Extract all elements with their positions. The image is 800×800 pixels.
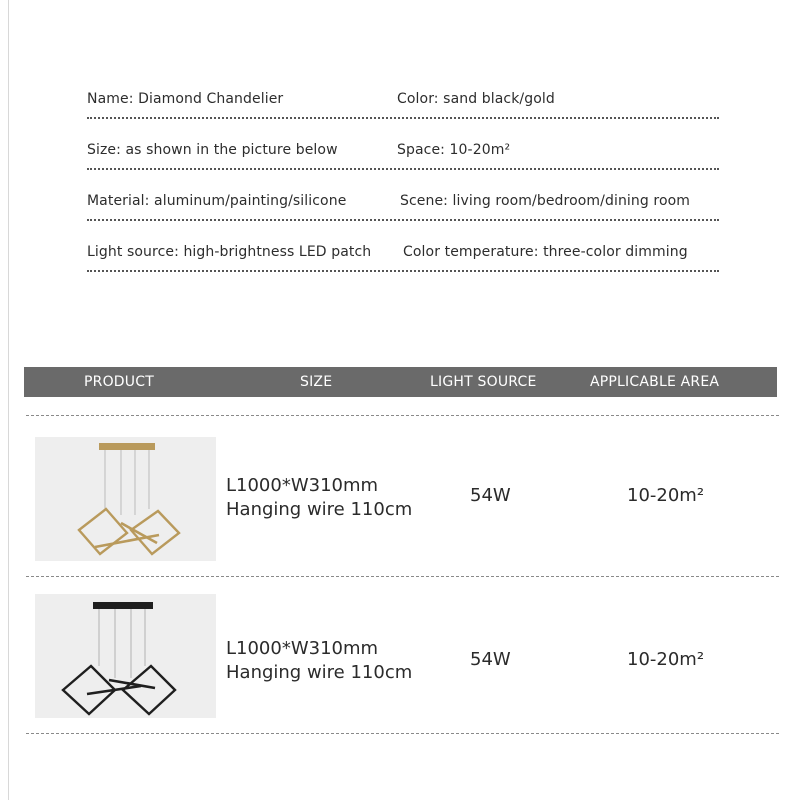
chandelier-gold-icon — [35, 437, 216, 561]
size-dimensions: L1000*W310mm — [226, 638, 379, 659]
spec-scene: Scene: living room/bedroom/dining room — [400, 193, 691, 209]
size-dimensions: L1000*W310mm — [226, 475, 379, 496]
header-applicable-area: APPLICABLE AREA — [590, 374, 720, 390]
spec-name: Name: Diamond Chandelier — [87, 91, 284, 107]
spec-row-light-colortemp — [87, 240, 719, 272]
product-image-black — [35, 594, 216, 718]
table-header — [24, 367, 777, 397]
table-divider — [26, 415, 779, 416]
size-hanging-wire: Hanging wire 110cm — [226, 499, 413, 520]
spec-row-material-scene — [87, 189, 719, 221]
spec-color-temperature: Color temperature: three-color dimming — [403, 244, 688, 260]
spec-space: Space: 10-20m² — [397, 142, 511, 158]
spec-material: Material: aluminum/painting/silicone — [87, 193, 347, 209]
table-divider — [26, 576, 779, 577]
size-cell — [226, 637, 412, 685]
light-source-cell: 54W — [470, 649, 511, 670]
header-light-source: LIGHT SOURCE — [430, 374, 537, 390]
page-left-rule — [8, 0, 9, 800]
table-divider — [26, 733, 779, 734]
chandelier-black-icon — [35, 594, 216, 718]
header-product: PRODUCT — [84, 374, 154, 390]
applicable-area-cell: 10-20m² — [627, 485, 705, 506]
spec-size: Size: as shown in the picture below — [87, 142, 338, 158]
spec-row-size-space — [87, 138, 719, 170]
size-cell — [226, 474, 412, 522]
spec-color: Color: sand black/gold — [397, 91, 555, 107]
spec-light-source: Light source: high-brightness LED patch — [87, 244, 372, 260]
size-hanging-wire: Hanging wire 110cm — [226, 662, 413, 683]
header-size: SIZE — [300, 374, 333, 390]
spec-row-name-color — [87, 87, 719, 119]
applicable-area-cell: 10-20m² — [627, 649, 705, 670]
light-source-cell: 54W — [470, 485, 511, 506]
product-image-gold — [35, 437, 216, 561]
